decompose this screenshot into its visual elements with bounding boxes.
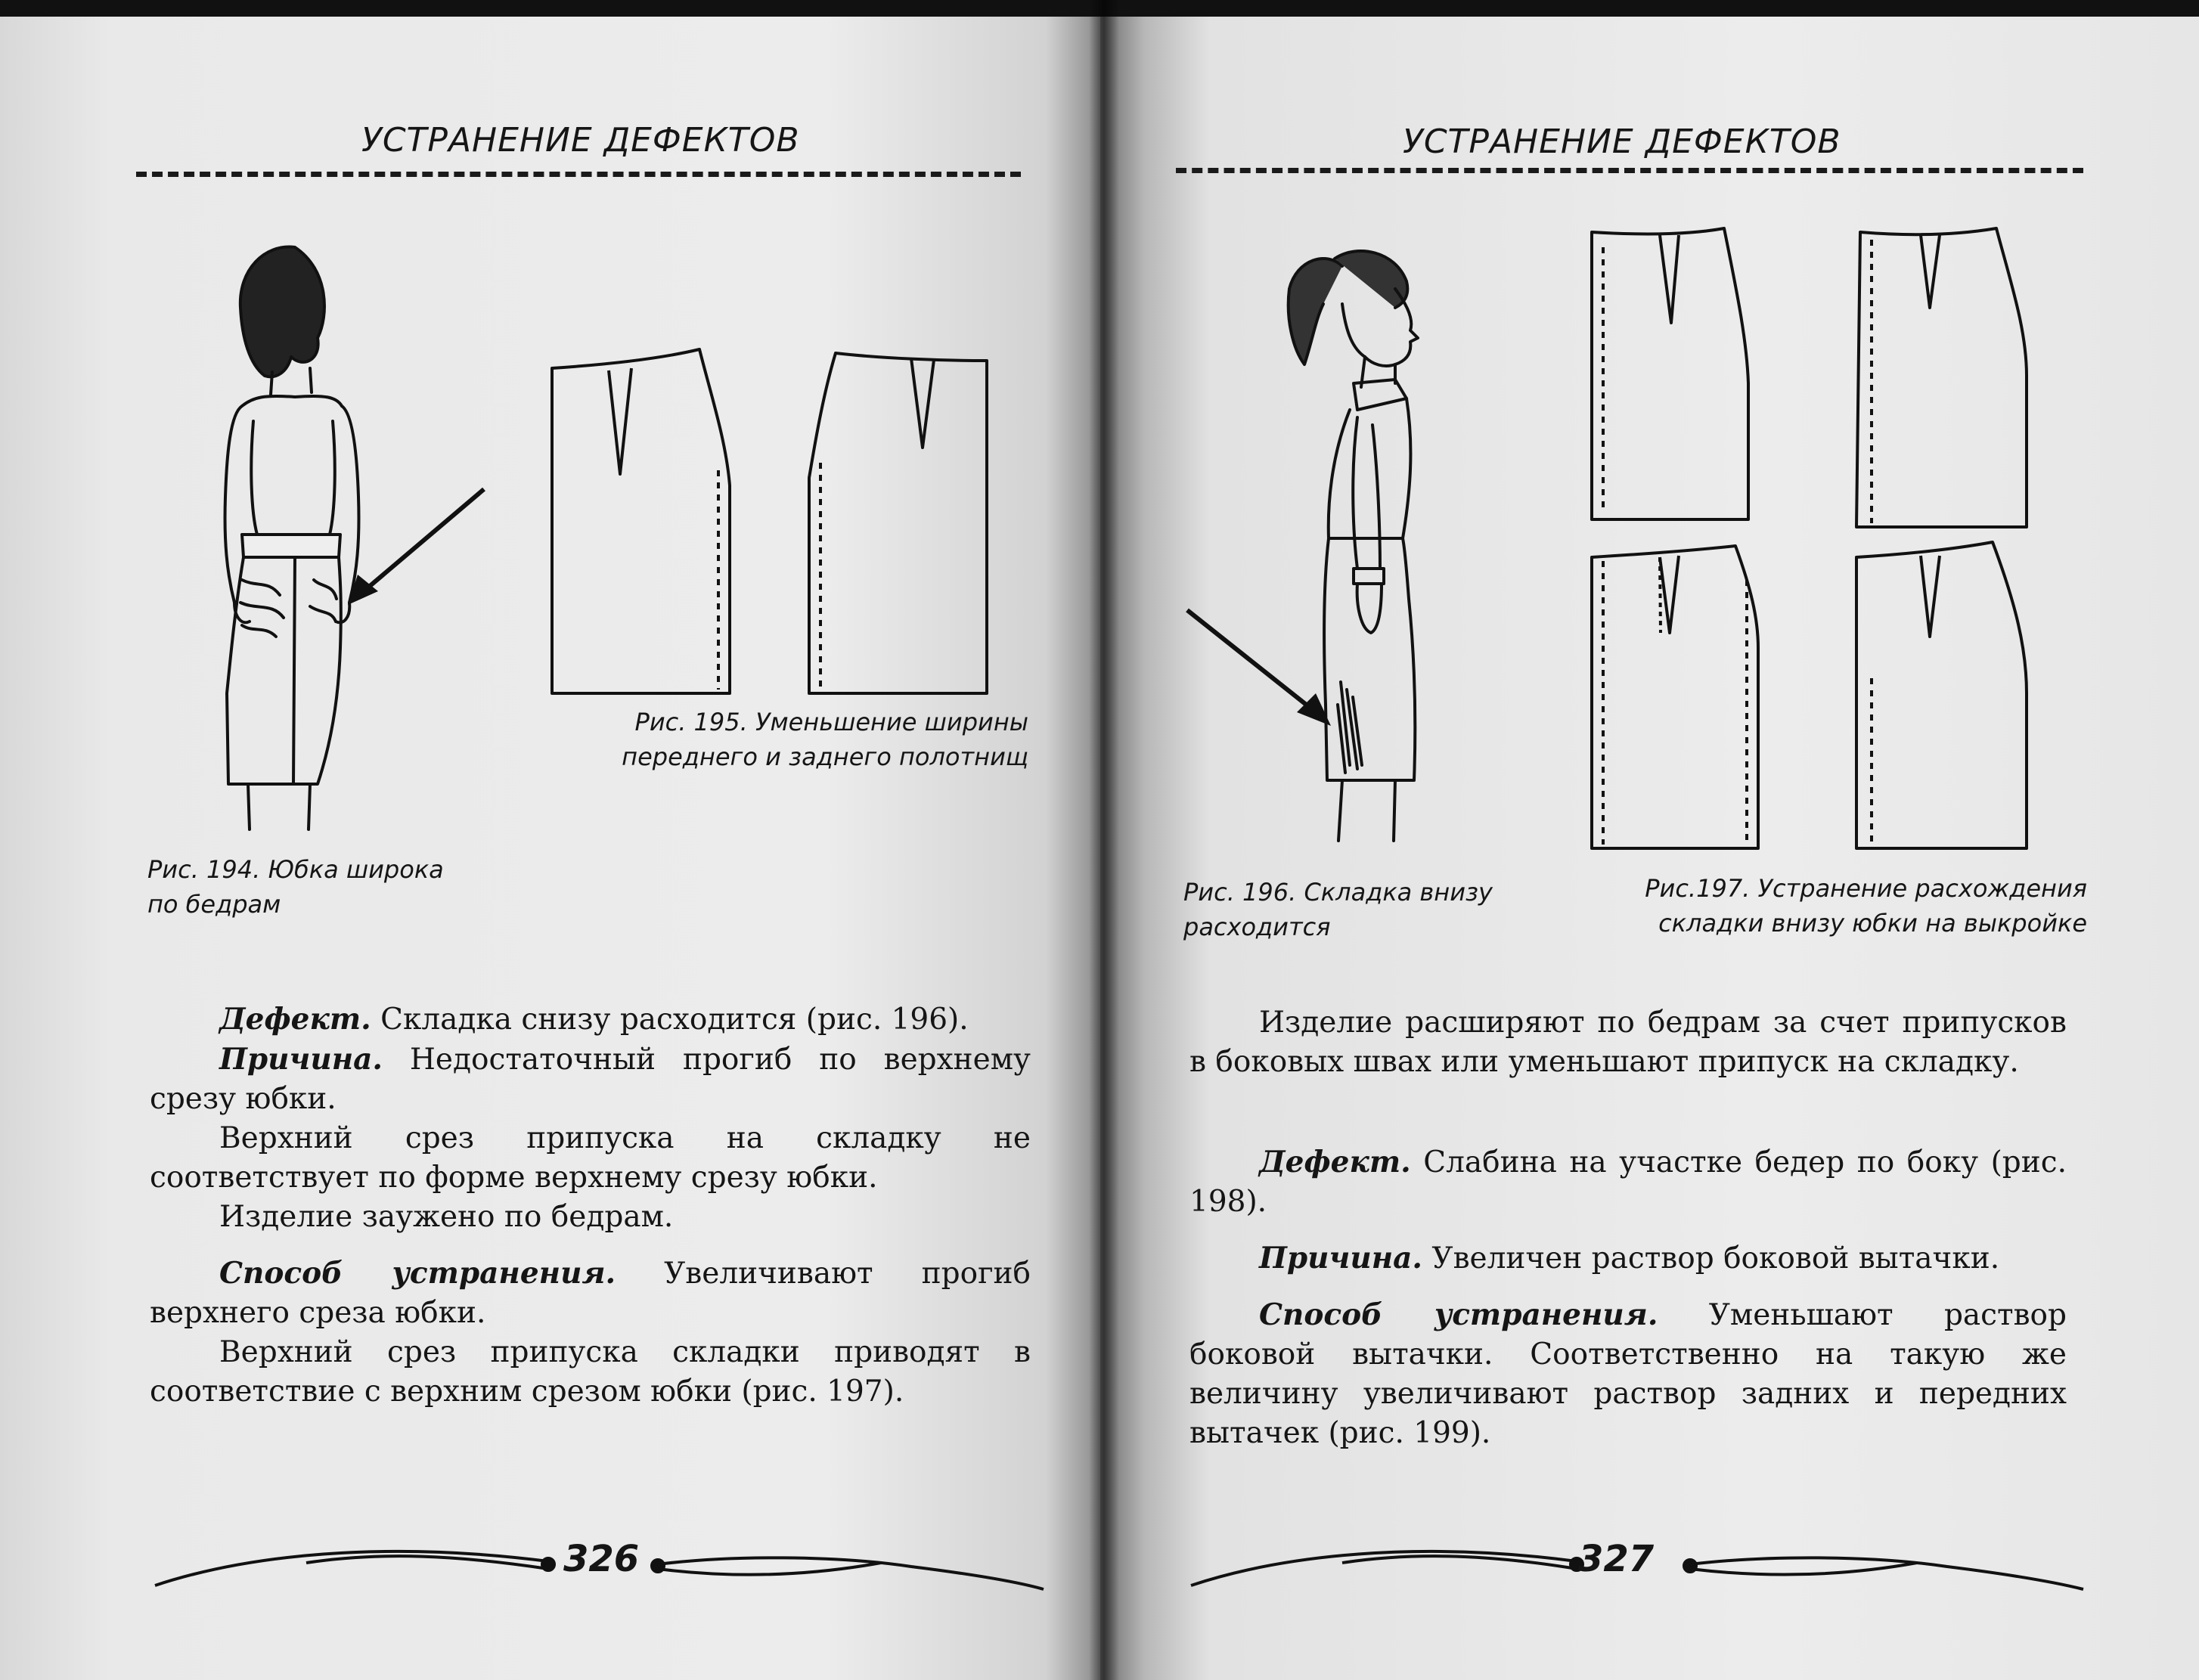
- label-remedy: Способ устранения.: [1259, 1297, 1658, 1332]
- paragraph-1: Изделие расширяют по бедрам за счет припусков в боковых швах или уменьшают припуск на складку.: [1189, 1006, 2067, 1079]
- text-cause: Увеличен раствор боковой вытачки.: [1422, 1241, 2000, 1275]
- caption-fig-194-line-2: по бедрам: [147, 890, 281, 919]
- paragraph-6: Верхний срез припуска складки приводят в соответствие с верхним срезом юбки (рис. 197).: [150, 1335, 1031, 1409]
- text-remedy: Увеличивают прогиб верхнего среза юбки.: [150, 1257, 1031, 1330]
- label-defect: Дефект.: [1259, 1145, 1411, 1179]
- label-cause: Причина.: [1259, 1241, 1422, 1275]
- figure-196-illustration: [1282, 236, 1463, 856]
- label-remedy: Способ устранения.: [219, 1256, 616, 1291]
- paragraph-4: Изделие заужено по бедрам.: [219, 1200, 674, 1234]
- label-cause: Причина.: [219, 1042, 383, 1077]
- figure-197-pattern: [1588, 225, 2057, 856]
- header-rule-left: [136, 172, 1021, 177]
- text-remedy: Уменьшают раствор боковой вытачки. Соответственно на такую же величину увеличивают раствор задних и передних вытачек (рис. 199).: [1189, 1298, 2067, 1450]
- caption-fig-197-line-1: Рис.197. Устранение расхождения: [1645, 874, 2087, 903]
- caption-fig-197-line-2: складки внизу юбки на выкройке: [1658, 909, 2087, 938]
- running-head-left: УСТРАНЕНИЕ ДЕФЕКТОВ: [361, 121, 800, 160]
- page-number-left: 326: [563, 1538, 640, 1580]
- paragraph-3: Верхний срез припуска на складку не соответствует по форме верхнему срезу юбки.: [150, 1121, 1031, 1195]
- running-head-right: УСТРАНЕНИЕ ДЕФЕКТОВ: [1403, 122, 1841, 161]
- caption-fig-195: [597, 705, 1028, 774]
- label-defect: Дефект.: [219, 1002, 371, 1037]
- caption-fig-194-line-1: Рис. 194. Юбка широка: [147, 855, 444, 884]
- page-number-right: 327: [1578, 1538, 1655, 1580]
- caption-fig-196: [1183, 875, 1493, 944]
- caption-fig-195-line-2: переднего и заднего полотнищ: [622, 742, 1028, 771]
- left-page-body: [150, 1000, 1031, 1412]
- right-page: [1100, 17, 2199, 1680]
- arrow-icon: [344, 485, 495, 606]
- caption-fig-196-line-2: расходится: [1183, 913, 1331, 941]
- text-cause: Недостаточный прогиб по верхнему срезу юбки.: [150, 1043, 1031, 1116]
- caption-fig-196-line-1: Рис. 196. Складка внизу: [1183, 878, 1493, 907]
- caption-fig-195-line-1: Рис. 195. Уменьшение ширины: [634, 708, 1028, 736]
- caption-fig-194: [147, 852, 444, 922]
- caption-fig-197: [1588, 871, 2087, 941]
- arrow-icon: [1183, 606, 1335, 727]
- figure-195-pattern: [548, 349, 994, 705]
- right-page-body: [1189, 1003, 2067, 1453]
- header-rule-right: [1176, 168, 2083, 173]
- left-page: [0, 17, 1100, 1680]
- text-defect: Слабина на участке бедер по боку (рис. 198).: [1189, 1145, 2067, 1219]
- book-gutter: [1089, 0, 1119, 1680]
- text-defect: Складка снизу расходится (рис. 196).: [371, 1003, 969, 1037]
